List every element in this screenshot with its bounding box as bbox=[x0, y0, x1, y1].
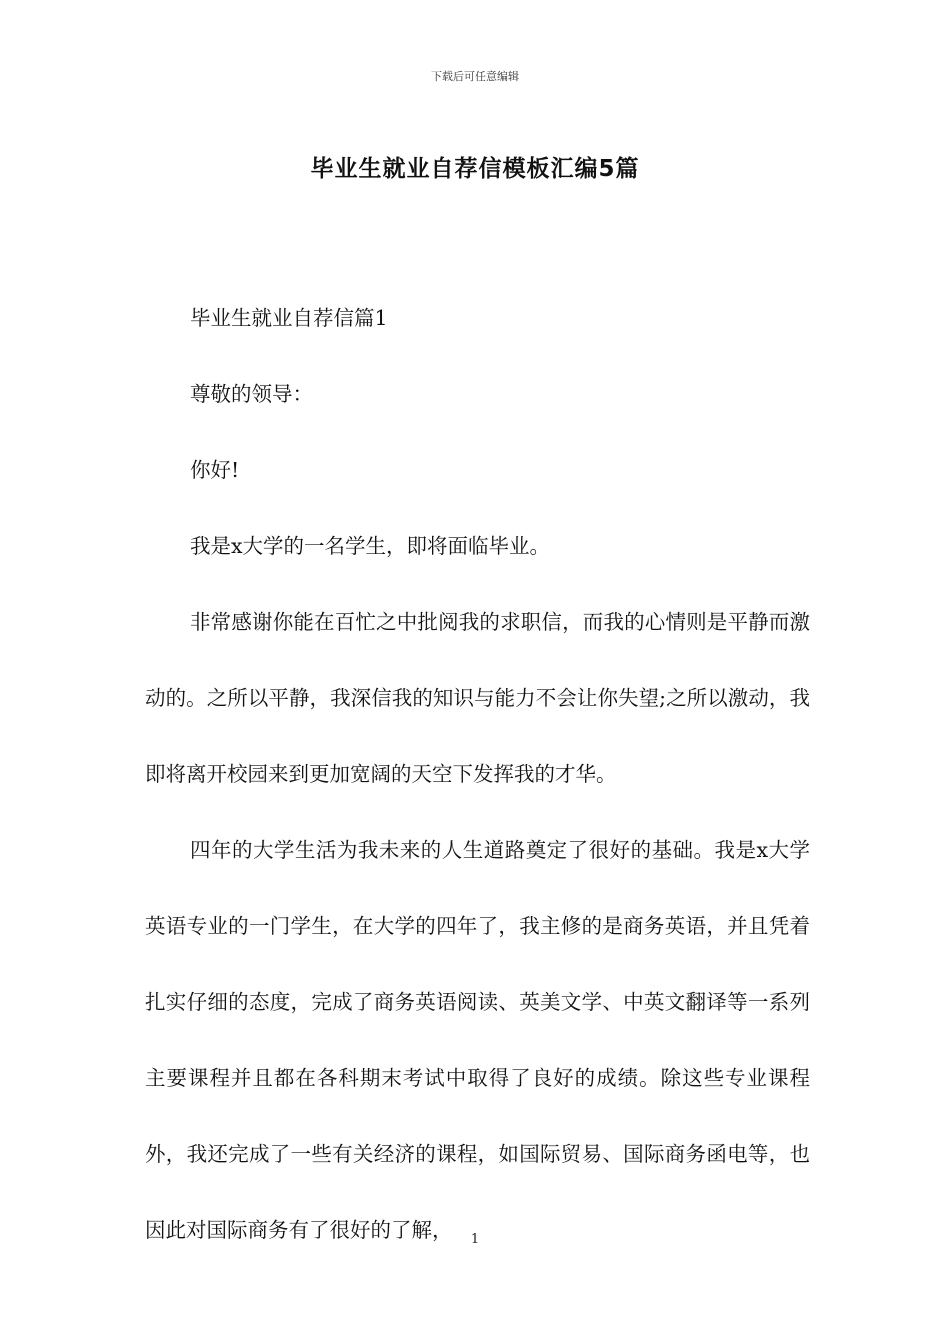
salutation: 尊敬的领导： bbox=[190, 382, 313, 406]
paragraph-thanks: 非常感谢你能在百忙之中批阅我的求职信，而我的心情则是平静而激动的。之所以平静，我深信我的知识与能力不会让你失望;之所以激动，我即将离开校园来到更加宽阔的天空下发挥我的才华。 bbox=[145, 610, 810, 786]
greeting: 你好! bbox=[190, 458, 240, 482]
section-heading: 毕业生就业自荐信篇1 bbox=[190, 306, 388, 330]
document-title: 毕业生就业自荐信模板汇编5篇 bbox=[310, 156, 640, 182]
header-note: 下载后可任意编辑 bbox=[431, 70, 519, 83]
page-number: 1 bbox=[470, 1232, 480, 1247]
document-body bbox=[145, 280, 810, 1268]
paragraph-education: 四年的大学生活为我未来的人生道路奠定了很好的基础。我是x大学英语专业的一门学生，在大学的四年了，我主修的是商务英语，并且凭着扎实仔细的态度，完成了商务英语阅读、英美文学、中英文翻译等一系列主要课程并且都在各科期末考试中取得了良好的成绩。除这些专业课程外，我还完成了一些有关经济的课程，如国际贸易、国际商务函电等，也因此对国际商务有了很好的了解， bbox=[145, 838, 810, 1242]
paragraph-intro: 我是x大学的一名学生，即将面临毕业。 bbox=[190, 534, 551, 558]
